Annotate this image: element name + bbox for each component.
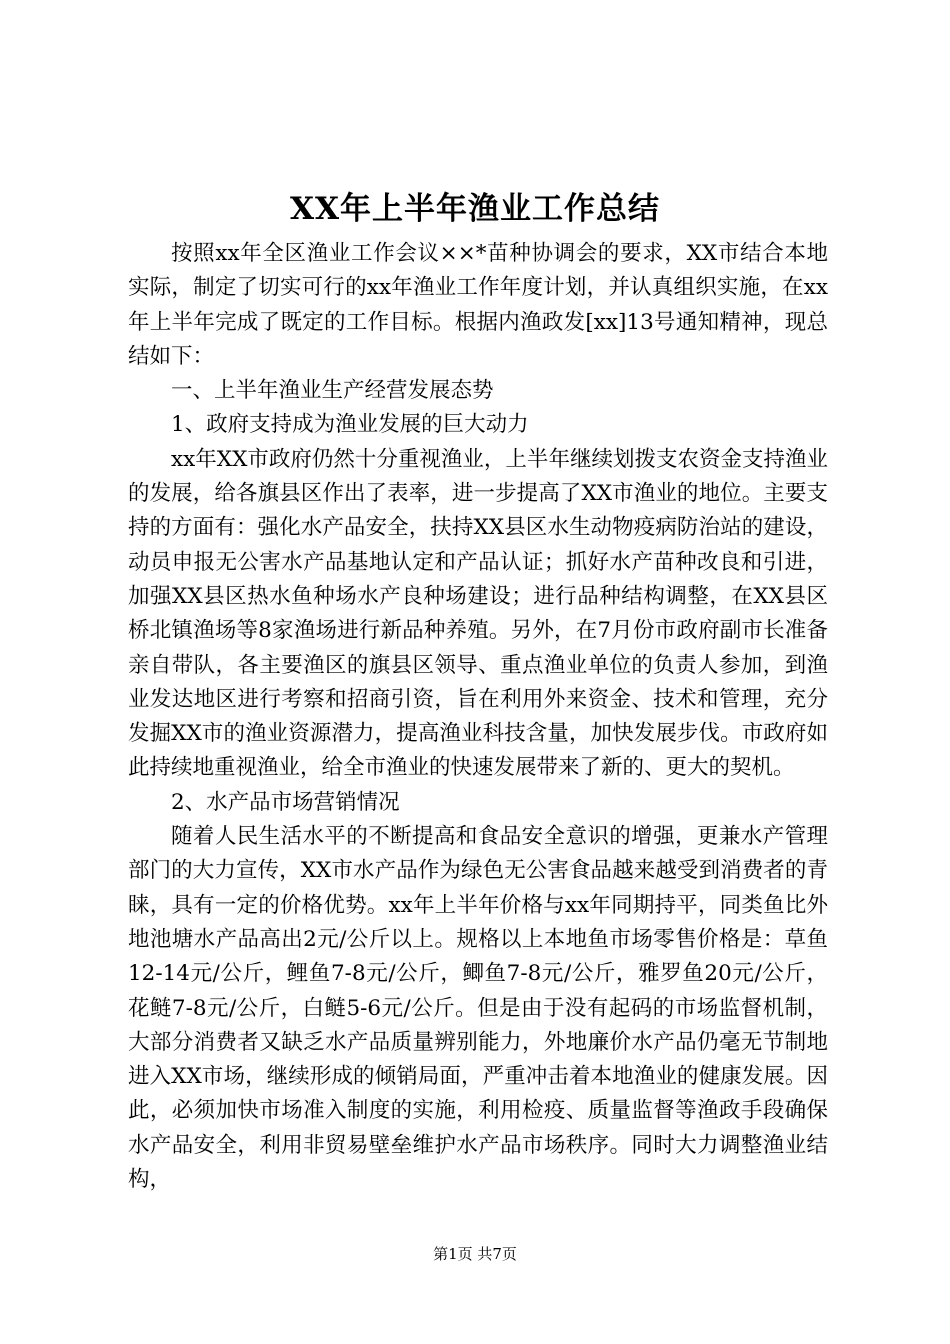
- section-heading-1: 一、上半年渔业生产经营发展态势: [171, 378, 494, 404]
- government-support-paragraph: xx年XX市政府仍然十分重视渔业，上半年继续划拨支农资金支持渔业的发展，给各旗县区作出了表率，进一步提高了XX市渔业的地位。主要支持的方面有：强化水产品安全，扶持XX县区水生动物疫病防治站的建设，动员申报无公害水产品基地认定和产品认证；抓好水产苗种改良和引进，加强XX县区热水鱼种场水产良种场建设；进行品种结构调整，在XX县区桥北镇渔场等8家渔场进行新品种养殖。另外，在7月份市政府副市长准备亲自带队，各主要渔区的旗县区领导、重点渔业单位的负责人参加，到渔业发达地区进行考察和招商引资，旨在利用外来资金、技术和管理，充分发掘XX市的渔业资源潜力，提高渔业科技含量，加快发展步伐。市政府如此持续地重视渔业，给全市渔业的快速发展带来了新的、更大的契机。: [128, 446, 828, 781]
- document-title: XX年上半年渔业工作总结: [289, 191, 661, 227]
- subsection-heading-1: 1、政府支持成为渔业发展的巨大动力: [171, 412, 529, 438]
- intro-paragraph: 按照xx年全区渔业工作会议××*苗种协调会的要求，XX市结合本地实际，制定了切实可行的xx年渔业工作年度计划，并认真组织实施，在xx年上半年完成了既定的工作目标。根据内渔政发[xx]13号通知精神，现总结如下：: [128, 241, 828, 369]
- document-body: [128, 237, 828, 1197]
- market-sales-paragraph: 随着人民生活水平的不断提高和食品安全意识的增强，更兼水产管理部门的大力宣传，XX市水产品作为绿色无公害食品越来越受到消费者的青睐，具有一定的价格优势。xx年上半年价格与xx年同期持平，同类鱼比外地池塘水产品高出2元/公斤以上。规格以上本地鱼市场零售价格是：草鱼12-14元/公斤，鲤鱼7-8元/公斤，鲫鱼7-8元/公斤，雅罗鱼20元/公斤，花鲢7-8元/公斤，白鲢5-6元/公斤。但是由于没有起码的市场监督机制，大部分消费者又缺乏水产品质量辨别能力，外地廉价水产品仍毫无节制地进入XX市场，继续形成的倾销局面，严重冲击着本地渔业的健康发展。因此，必须加快市场准入制度的实施，利用检疫、质量监督等渔政手段确保水产品安全，利用非贸易壁垒维护水产品市场秩序。同时大力调整渔业结构，: [128, 824, 828, 1193]
- page-footer: 第1页 共7页: [433, 1245, 517, 1263]
- subsection-heading-2: 2、水产品市场营销情况: [171, 789, 400, 815]
